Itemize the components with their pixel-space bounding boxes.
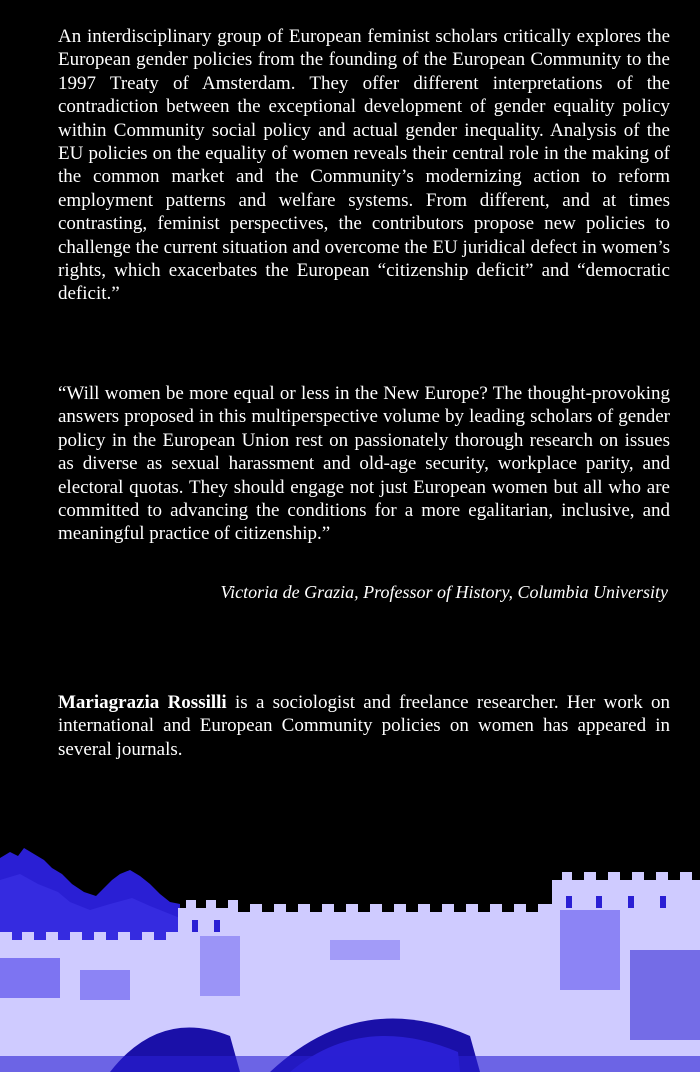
- author-bio-text: is a sociologist and freelance researcher. Her work on international and European Community policies on women has appeared in several journals.: [58, 692, 670, 760]
- author-name: Mariagrazia Rossilli: [58, 692, 227, 713]
- author-bio: [58, 691, 670, 761]
- wall-texture: [330, 940, 400, 960]
- wall-texture: [80, 970, 130, 1000]
- endorsement-quote: [58, 382, 670, 546]
- castle-walls-illustration: [0, 840, 700, 1072]
- tower-window: [192, 920, 198, 932]
- endorsement-attribution: Victoria de Grazia, Professor of History, Columbia University: [220, 582, 668, 602]
- wall-texture: [0, 958, 60, 998]
- tower-window: [628, 896, 634, 908]
- tower-window: [214, 920, 220, 932]
- book-description: An interdisciplinary group of European feminist scholars critically explores the European gender policies from the founding of the European Community to the 1997 Treaty of Amsterdam. They offer different interpretations of the contradiction between the exceptional development of gender equality policy within Community social policy and actual gender inequality. Analysis of the EU policies on the equality of women reveals their central role in the making of the common market and the Community’s modernizing action to reform employment patterns and welfare systems. From different, and at times contrasting, feminist perspectives, the contributors propose new policies to challenge the current situation and overcome the EU juridical defect in women’s rights, which exacerbates the European “citizenship deficit” and “democratic deficit.”: [58, 26, 670, 305]
- tower-window: [660, 896, 666, 908]
- wall-texture: [200, 936, 240, 996]
- tower-window: [566, 896, 572, 908]
- wall-texture: [630, 950, 700, 1040]
- castle-walls-bridge-icon: [0, 840, 700, 1072]
- endorsement-quote-text: “Will women be more equal or less in the New Europe? The thought-provoking answers proposed in this multiperspective volume by leading scholars of gender policy in the European Union rest on passionately thorough research on issues as diverse as sexual harassment and old-age security, workplace parity, and electoral quotas. They should engage not just European women but all who are committed to advancing the conditions for a more egalitarian, inclusive, and meaningful practice of citizenship.”: [58, 383, 670, 545]
- tower-window: [596, 896, 602, 908]
- water: [0, 1056, 700, 1072]
- wall-texture: [560, 910, 620, 990]
